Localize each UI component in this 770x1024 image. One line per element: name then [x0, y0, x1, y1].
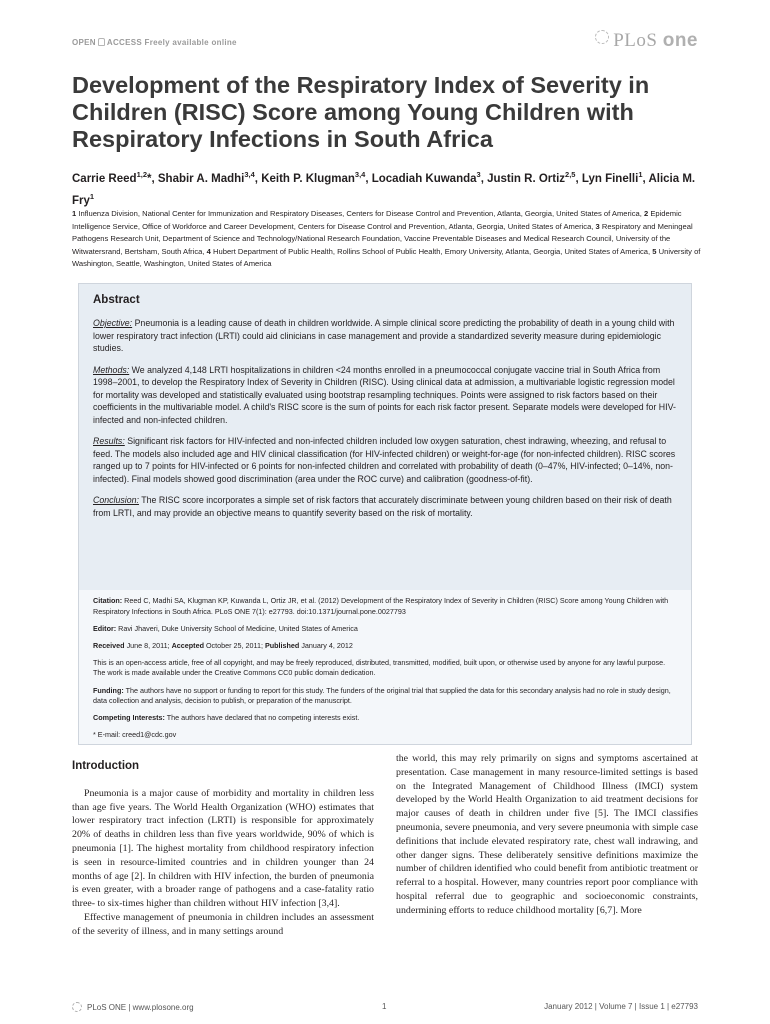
author-name: Keith P. Klugman — [261, 172, 355, 185]
abstract-sections — [93, 317, 677, 519]
affiliation-number: 2 — [643, 209, 649, 218]
affiliation-number: 5 — [652, 246, 657, 256]
abstract-section — [93, 364, 677, 427]
copyright-notice: This is an open-access article, free of all copyright, and may be freely reproduced, distributed, transmitted, modified, built upon, or otherwise used by anyone for any lawful purpose. The work is made available under the Creative Commons CC0 public domain dedication. — [93, 657, 666, 678]
intro-paragraph-2: Effective management of pneumonia in children includes an assessment of the severity of illness, and in many settings around — [72, 911, 374, 937]
abstract-section-text: Pneumonia is a leading cause of death in children worldwide. A simple clinical score predicting the probability of death in a young child with lower respiratory tract infection (LRTI) could aid clinicians in case management and provide a standardized severity measure during epidemiologic studies. — [93, 318, 675, 353]
body-column-right — [396, 752, 698, 918]
author-separator: , — [575, 172, 582, 185]
abstract-section-text: The RISC score incorporates a simple set of risk factors that accurately discriminate between young children based on their risk of death from LRTI, and may provide an objective means to quantify severity based on the risk of mortality. — [93, 495, 672, 518]
abstract-section-label: Objective: — [93, 318, 133, 328]
abstract-section — [93, 494, 677, 519]
author-affiliation-ref: 1 — [638, 170, 643, 179]
abstract-section-label: Results: — [93, 436, 125, 446]
funding: Funding: The authors have no support or funding to report for this study. The funders of the original trial that supplied the data for this secondary analysis had no role in study design, data collection and analysis, decision to publish, or preparation of the manuscript. — [93, 685, 671, 706]
abstract-section-label: Methods: — [93, 364, 130, 375]
competing-interests: Competing Interests: The authors have declared that no competing interests exist. — [93, 713, 360, 723]
abstract-heading: Abstract — [93, 294, 140, 306]
author-list — [72, 166, 702, 210]
article-title: Development of the Respiratory Index of Severity in Children (RISC) Score among Young Children with Respiratory Infections in South Africa — [72, 72, 650, 152]
affiliation-number: 1 — [72, 209, 77, 218]
footer-left[interactable]: PLoS ONE | www.plosone.org — [72, 1002, 194, 1012]
author-name: Alicia M. Fry — [72, 172, 696, 207]
abstract-section-label: Conclusion: — [93, 495, 139, 505]
affiliation-text: University of Washington, Seattle, Washington, United States of America — [72, 246, 701, 269]
abstract-section-text: Significant risk factors for HIV-infected and non-infected children included low oxygen saturation, chest indrawing, wheezing, and refusal to feed. The models also included age and HIV clinical classification (for HIV-infected children) or weight-for-age (for non-infected children). RISC scores ranged up to 7 points for HIV-infected or 6 points for non-infected children and correlated with probability of death (0–47%, HIV-infected; 0–14%, non-infected). Final models showed good discrimination (area under the ROC curve) and calibration (goodness-of-fit). — [93, 436, 676, 484]
access-label: ACCESS Freely available online — [106, 38, 237, 47]
plos-logo-icon — [595, 30, 609, 44]
author-affiliation-ref: 3,4 — [354, 170, 366, 179]
affiliation-number: 3 — [595, 221, 600, 231]
introduction-heading: Introduction — [72, 760, 140, 772]
citation: Citation: Reed C, Madhi SA, Klugman KP, Kuwanda L, Ortiz JR, et al. (2012) Development of the Respiratory Index of Severity in Children (RISC) Score among Young Children with Respiratory Infections in South Africa. PLoS ONE 7(1): e27793. doi:10.1371/journal.pone.0027793 — [93, 596, 669, 616]
author-affiliation-ref: 1,2 — [136, 170, 147, 179]
author-separator: , — [480, 172, 488, 185]
page-number: 1 — [382, 1002, 387, 1011]
dates: Received June 8, 2011; Accepted October 25, 2011; Published January 4, 2012 — [93, 640, 353, 650]
brand-plos: PLoS — [613, 30, 658, 51]
intro-paragraph-3: the world, this may rely primarily on signs and symptoms ascertained at presentation. Case management in many resource-limited settings is based on the Integrated Management of Childhood Illness (IMCI) system developed by the World Health Organization to aid treatment decisions for major causes of death in children under five [5]. The IMCI classifies pneumonia, severe pneumonia, and very severe pneumonia with simple case definitions that include elevated respiratory rate, chest wall indrawing, and other danger signs. These deliberately sensitive definitions maximize the number of children identified who could benefit from antibiotic treatment or referral to a hospital. However, many countries report poor compliance with hospital referral due to geographic and socioeconomic constraints, undermining efforts to reduce childhood mortality [6,7]. More — [396, 753, 698, 916]
author-name: Lyn Finelli — [581, 172, 639, 185]
footer-issue: January 2012 | Volume 7 | Issue 1 | e27793 — [544, 1002, 698, 1011]
author-separator: , — [365, 172, 372, 185]
intro-paragraph-1: Pneumonia is a major cause of morbidity and mortality in children less than age five years. The World Health Organization (WHO) estimates that lower respiratory tract infection (LRTI) is responsible for approximately 20% of deaths in children less than five years worldwide, 90% of which is pneumonia [1]. The highest mortality from childhood respiratory infection is seen in resource-limited countries and in children younger than 24 months of age [2]. In children with HIV infection, the burden of pneumonia is even greater, with a broader range of pathogens and a case-fatality ratio three- to six-times higher than children without HIV infection [3,4]. — [72, 787, 374, 910]
author-separator: , — [254, 172, 262, 185]
author-affiliation-ref: 3 — [476, 170, 481, 179]
abstract-section — [93, 317, 677, 355]
affiliation-text: Influenza Division, National Center for Immunization and Respiratory Diseases, Centers for Disease Control and Prevention, Atlanta, Georgia, United States of America, — [78, 209, 642, 218]
affiliation-text: Epidemic Intelligence Service, Office of Workforce and Career Development, Centers for Disease Control and Prevention, Atlanta, Georgia, United States of America, — [72, 209, 682, 231]
plos-footer-icon — [72, 1002, 82, 1012]
author-name: Locadiah Kuwanda — [371, 172, 477, 185]
brand-one: one — [662, 30, 698, 51]
author-affiliation-ref: 3,4 — [244, 170, 255, 179]
open-access-banner — [72, 38, 237, 47]
affiliation-text: Respiratory and Meningeal Pathogens Research Unit, Department of Science and Technology/National Research Foundation, Vaccine Preventable Diseases and Medical Research Council, University of the Witwatersrand, Bertsham, South Africa, — [72, 221, 693, 256]
abstract-section — [93, 435, 677, 485]
journal-logo — [595, 30, 698, 52]
affiliation-text: Hubert Department of Public Health, Rollins School of Public Health, Emory University, Atlanta, Georgia, United States of America, — [213, 246, 651, 256]
journal-header — [72, 30, 698, 54]
open-lock-icon — [98, 38, 105, 46]
abstract-panel — [79, 284, 691, 590]
abstract-box — [78, 283, 692, 745]
author-separator: , — [642, 172, 649, 185]
author-name: Carrie Reed — [72, 172, 137, 185]
open-label: OPEN — [72, 38, 96, 47]
body-column-left — [72, 760, 374, 939]
editor: Editor: Ravi Jhaveri, Duke University School of Medicine, United States of America — [93, 623, 358, 633]
author-name: Shabir A. Madhi — [157, 172, 245, 185]
author-affiliation-ref: 1 — [89, 191, 95, 201]
article-metadata — [93, 596, 677, 747]
author-separator: *, — [147, 172, 158, 185]
affiliation-number: 4 — [206, 246, 211, 256]
affiliations — [72, 208, 702, 271]
email[interactable]: * E-mail: creed1@cdc.gov — [93, 730, 177, 740]
author-name: Justin R. Ortiz — [487, 172, 566, 185]
author-affiliation-ref: 2,5 — [565, 170, 576, 179]
abstract-section-text: We analyzed 4,148 LRTI hospitalizations in children <24 months enrolled in a pneumococcal conjugate vaccine trial in South Africa from 1998–2001, to develop the Respiratory Index of Severity in Children (RISC). Using clinical data at admission, a multivariable logistic regression model for mortality was developed and statistically evaluated using bootstrap resampling techniques. Points were assigned to risk factors based on their coefficients in the multivariable model. A child's RISC score is the sum of points for each risk factor present. Separate models were developed for HIV-infected and non-infected children. — [93, 364, 676, 425]
